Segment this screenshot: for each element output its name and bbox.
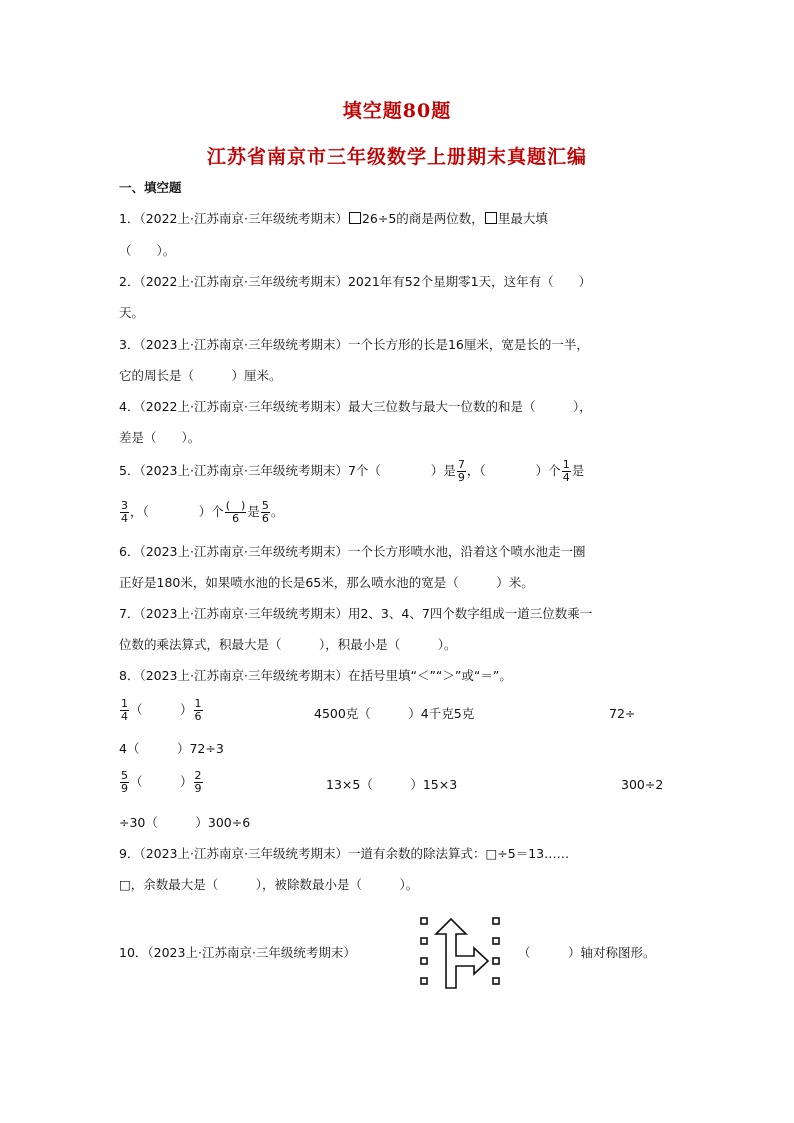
- fraction: $\frac{3}{4}$: [121, 499, 128, 525]
- question-7-cont: 位数的乘法算式，积最大是（ ），积最小是（ ）。: [119, 637, 457, 652]
- q9-text-a: 9．（2023上·江苏南京·三年级统考期末）一道有余数的除法算式：: [119, 846, 486, 861]
- compare-blank: （ ）: [130, 774, 193, 789]
- question-6: 6．（2023上·江苏南京·三年级统考期末）一个长方形喷水池，沿着这个喷水池走一圈: [119, 544, 586, 559]
- question-4: 4．（2022上·江苏南京·三年级统考期末）最大三位数与最大一位数的和是（ ），: [119, 399, 592, 414]
- question-8-row-2: 4（ ）72÷3: [119, 741, 224, 756]
- question-2: 2．（2022上·江苏南京·三年级统考期末）2021年有52个星期零1天，这年有（ ）: [119, 274, 592, 289]
- question-7: 7．（2023上·江苏南京·三年级统考期末）用2、3、4、7四个数字组成一道三位数乘一: [119, 606, 593, 621]
- fraction: $\frac{( )}{6}$: [225, 499, 246, 525]
- fraction: $\frac{1}{6}$: [194, 697, 202, 723]
- question-1: [119, 211, 548, 227]
- q9-text-b: □÷5＝13……: [485, 846, 570, 861]
- question-9: [119, 846, 569, 862]
- fraction: $\frac{5}{9}$: [121, 769, 128, 795]
- question-6-cont: 正好是180米，如果喷水池的长是65米，那么喷水池的宽是（ ）米。: [119, 575, 534, 590]
- q5-text-b: ，（ ）个: [466, 463, 561, 478]
- fraction: $\frac{7}{9}$: [457, 458, 465, 484]
- question-8: 8．（2023上·江苏南京·三年级统考期末）在括号里填“＜”“＞”或“＝”。: [119, 668, 512, 683]
- q5-text-c: 是: [571, 463, 585, 478]
- q1-text: 26÷5的商是两位数，: [361, 211, 484, 226]
- q5-text-e: 是: [247, 504, 260, 519]
- q5-text-d: ，（ ）个: [130, 504, 224, 519]
- section-heading: 一、填空题: [119, 180, 182, 195]
- compare-blank: （ ）: [130, 702, 193, 717]
- question-4-cont: 差是（ ）。: [119, 430, 201, 445]
- q5-text-a: 5．（2023上·江苏南京·三年级统考期末）7个（ ）是: [119, 463, 456, 478]
- page-subtitle: 江苏省南京市三年级数学上册期末真题汇编: [206, 146, 587, 168]
- question-8-row-4: ÷30（ ）300÷6: [119, 815, 251, 830]
- question-8-row-1: [119, 698, 204, 723]
- arrow-figure-icon: [418, 916, 502, 990]
- question-8-row-1-c: 72÷: [609, 706, 636, 721]
- question-2-cont: 天。: [119, 305, 145, 320]
- question-1-cont: （ ）。: [119, 243, 176, 258]
- q1-text-2: 里最大填: [497, 211, 548, 226]
- q1-source: 1．（2022上·江苏南京·三年级统考期末）: [119, 211, 348, 226]
- fraction: $\frac{2}{9}$: [194, 769, 202, 795]
- question-8-row-3-c: 300÷2: [621, 777, 664, 792]
- page-title: 填空题80题: [342, 100, 452, 122]
- blank-square-icon: [349, 212, 361, 224]
- question-5-cont: [119, 500, 283, 525]
- question-8-row-1-b: 4500克（ ）4千克5克: [314, 706, 475, 721]
- question-3-cont: 它的周长是（ ）厘米。: [119, 368, 282, 383]
- fraction: $\frac{1}{4}$: [562, 458, 570, 484]
- question-5: [119, 459, 584, 484]
- question-10-tail: （ ）轴对称图形。: [518, 945, 656, 960]
- fraction: $\frac{1}{4}$: [121, 697, 128, 723]
- fraction: $\frac{5}{6}$: [261, 499, 269, 525]
- question-3: 3．（2023上·江苏南京·三年级统考期末）一个长方形的长是16厘米，宽是长的一半，: [119, 337, 589, 352]
- question-8-row-3-b: 13×5（ ）15×3: [326, 777, 458, 792]
- question-8-row-3: [119, 770, 204, 795]
- q5-text-g: 。: [270, 504, 284, 519]
- question-9-cont: □，余数最大是（ ），被除数最小是（ ）。: [119, 877, 419, 892]
- blank-square-icon: [485, 212, 497, 224]
- question-10: 10．（2023上·江苏南京·三年级统考期末）: [119, 945, 356, 960]
